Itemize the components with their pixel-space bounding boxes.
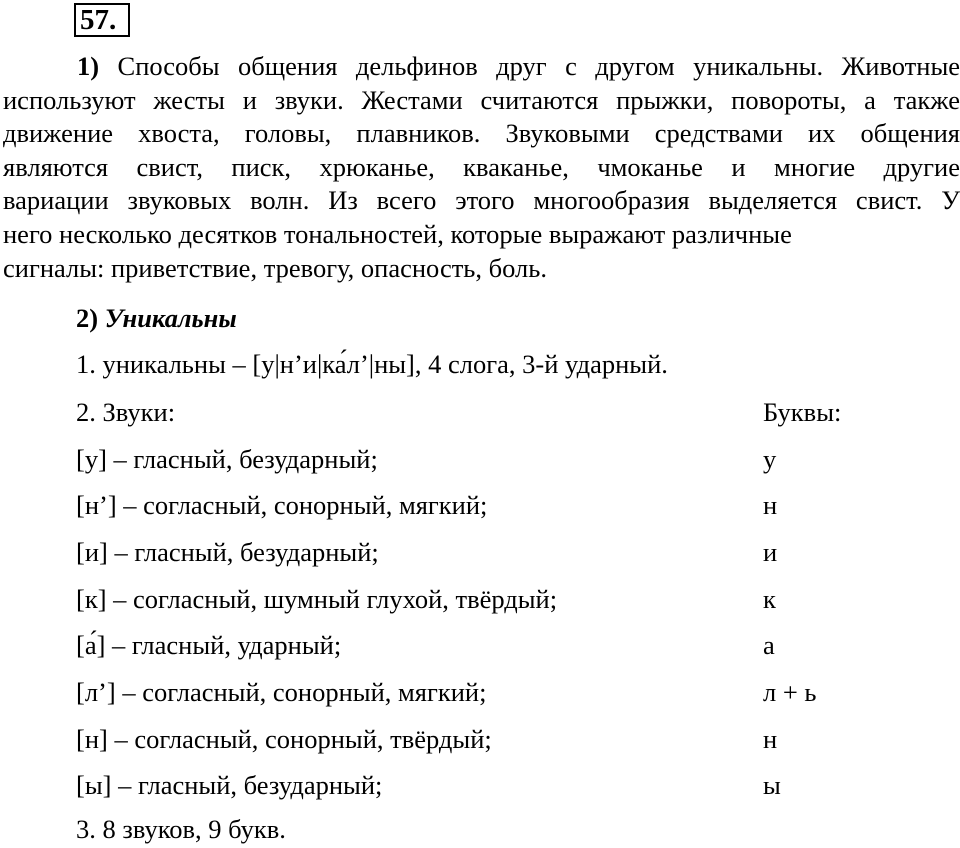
paragraph-line: сигналы: приветствие, тревогу, опасность, боль. bbox=[3, 252, 547, 283]
sound-row: [и] – гласный, безударный; bbox=[76, 537, 379, 567]
sound-row: [к] – согласный, шумный глухой, твёрдый; bbox=[76, 584, 558, 614]
analysis-heading bbox=[76, 303, 237, 334]
letter-cell: ы bbox=[763, 770, 781, 800]
letter-cell: к bbox=[763, 584, 776, 614]
paragraph-line bbox=[3, 50, 960, 84]
paragraph-line: движение хвоста, головы, плавников. Звуковыми средствами их общения bbox=[3, 118, 960, 149]
letter-cell: н bbox=[763, 490, 778, 520]
analysis-word: Уникальны bbox=[104, 303, 237, 333]
letter-cell: а bbox=[763, 630, 775, 660]
exercise-number: 57. bbox=[74, 3, 130, 37]
letter-cell: и bbox=[763, 537, 778, 567]
summary-line: 3. 8 звуков, 9 букв. bbox=[76, 814, 286, 844]
paragraph-marker: 1) bbox=[77, 51, 100, 81]
letters-header: Буквы: bbox=[763, 397, 842, 427]
sound-row: [ы] – гласный, безударный; bbox=[76, 770, 383, 800]
sound-row: [н’] – согласный, сонорный, мягкий; bbox=[76, 490, 488, 520]
letter-cell: н bbox=[763, 724, 778, 754]
sound-row: [а́] – гласный, ударный; bbox=[76, 630, 342, 660]
text-paragraph bbox=[3, 50, 960, 285]
syllable-line: 1. уникальны – [у|н’и|ка́л’|ны], 4 слога, 3-й ударный. bbox=[76, 349, 668, 379]
paragraph-line: вариации звуковых волн. Из всего этого многообразия выделяется свист. У bbox=[3, 185, 960, 216]
analysis-marker: 2) bbox=[76, 303, 99, 333]
sound-row: [н] – согласный, сонорный, твёрдый; bbox=[76, 724, 492, 754]
paragraph-line: используют жесты и звуки. Жестами считаются прыжки, повороты, а также bbox=[3, 84, 960, 115]
paragraph-line-text: Способы общения дельфинов друг с другом уникальны. Животные bbox=[117, 51, 960, 81]
letter-cell: у bbox=[763, 444, 777, 474]
sound-row: [у] – гласный, безударный; bbox=[76, 444, 378, 474]
sound-row: [л’] – согласный, сонорный, мягкий; bbox=[76, 677, 487, 707]
paragraph-line: него несколько десятков тональностей, которые выражают различные bbox=[3, 218, 792, 249]
letter-cell: л + ь bbox=[763, 677, 817, 707]
paragraph-line: являются свист, писк, хрюканье, кваканье, чмоканье и многие другие bbox=[3, 151, 960, 182]
sounds-header: 2. Звуки: bbox=[76, 397, 176, 427]
